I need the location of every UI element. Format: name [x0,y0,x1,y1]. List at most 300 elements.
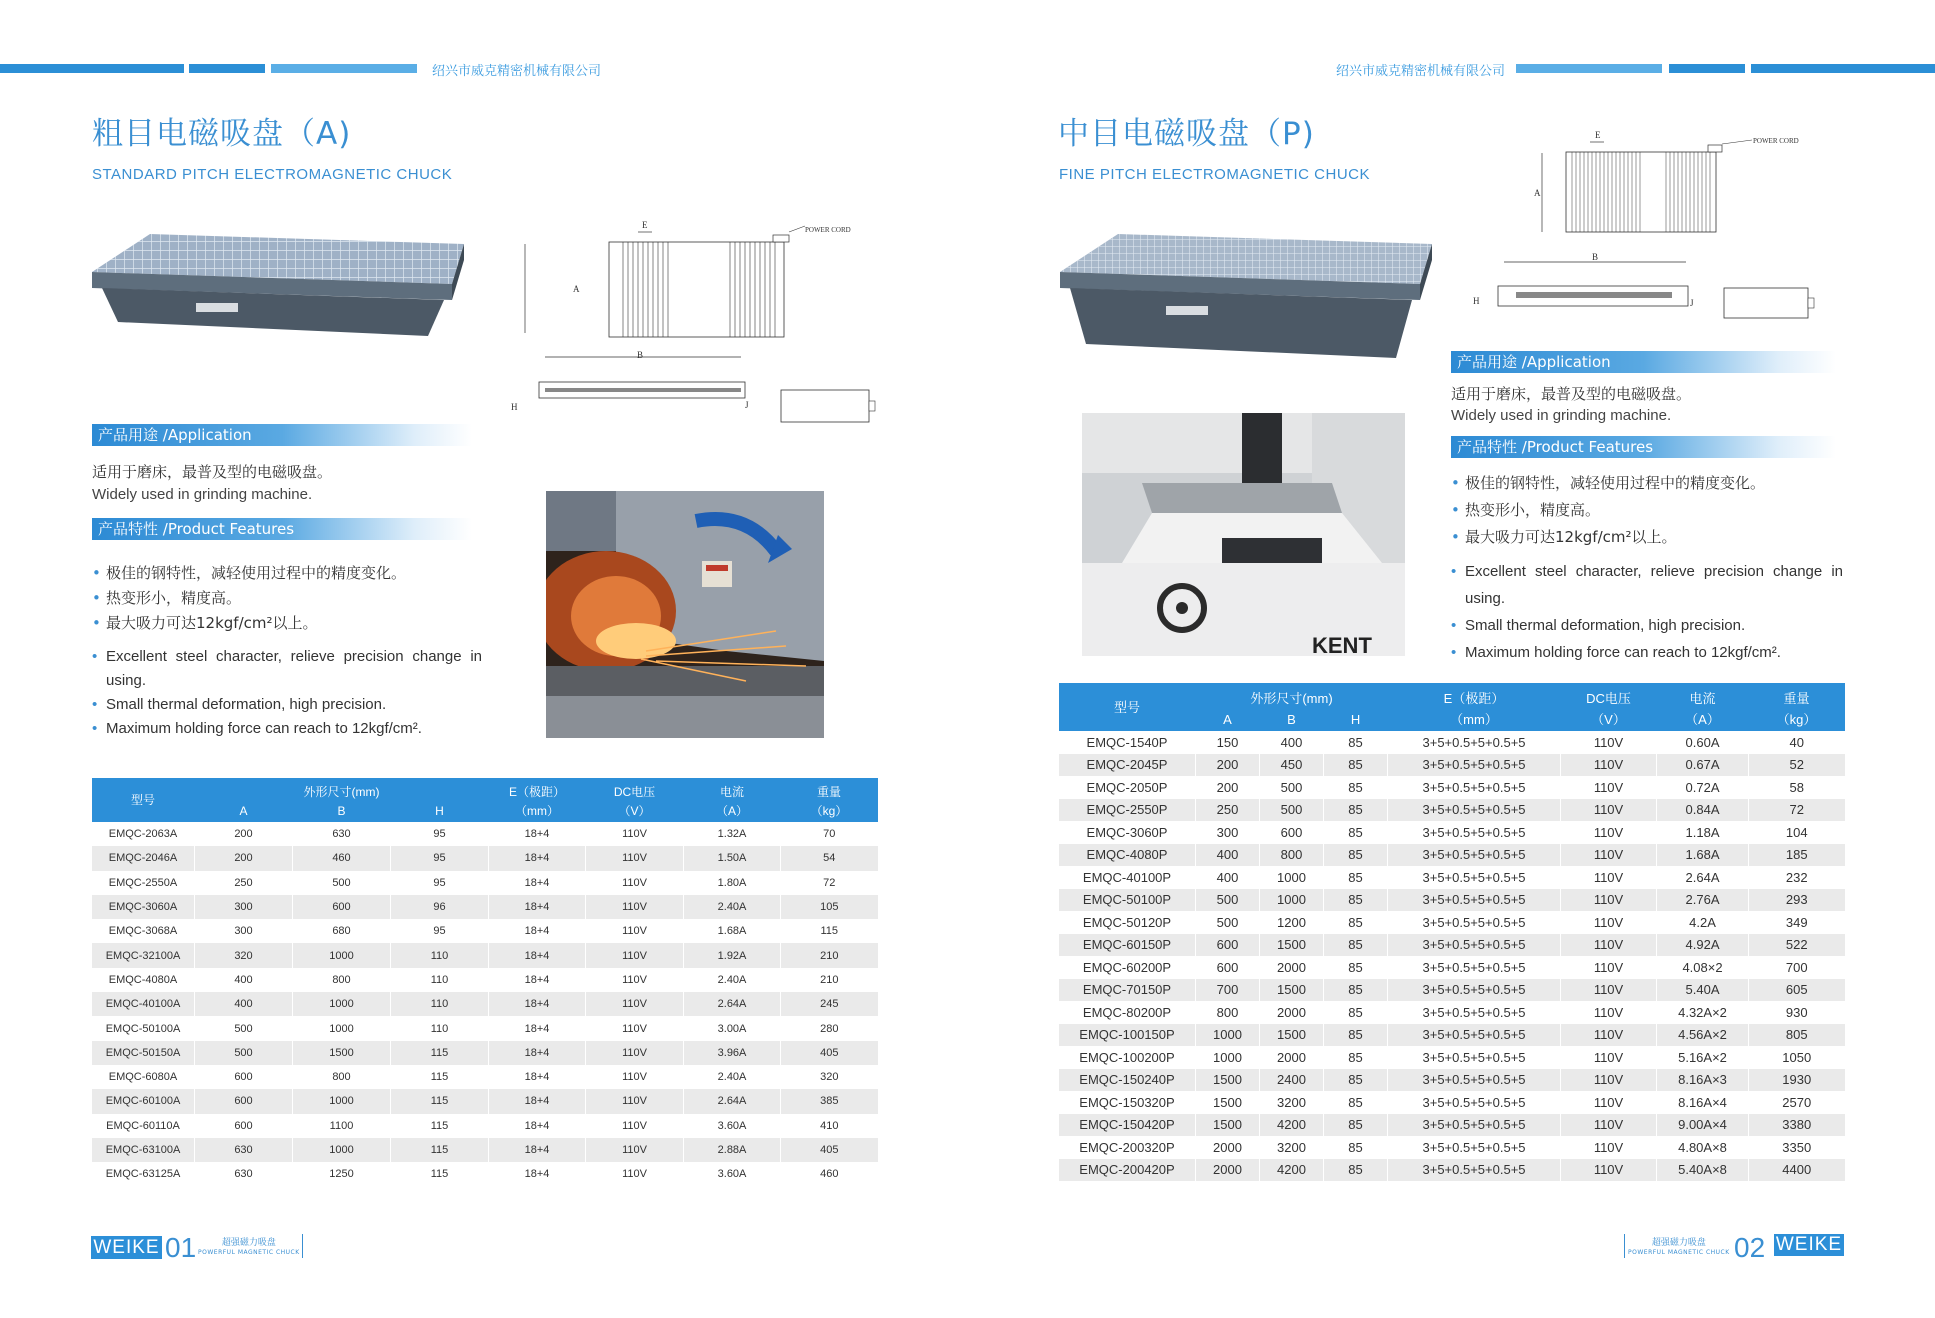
table-cell: 245 [781,992,878,1016]
table-cell: 320 [781,1065,878,1089]
table-cell: 96 [391,895,489,919]
table-cell: 1000 [293,1089,391,1113]
table-cell: 110V [1561,1046,1657,1069]
feature-cn-right-1: • 极佳的钢特性，减轻使用过程中的精度变化。 [1451,470,1765,497]
table-cell: 3+5+0.5+5+0.5+5 [1388,799,1561,822]
table-cell: 0.72A [1657,776,1749,799]
table-cell: 18+4 [489,992,586,1016]
table-cell: 115 [391,1089,489,1113]
top-bar-left-3 [271,64,417,73]
features-en-left [92,645,482,741]
table-cell: 400 [195,992,293,1016]
footer-tag-right [1628,1238,1730,1256]
col-dc-right: DC电压 [1561,683,1657,707]
table-cell: 1000 [293,992,391,1016]
table-cell: 95 [391,919,489,943]
table-cell: 110 [391,992,489,1016]
table-cell: 85 [1324,934,1388,957]
table-cell: 410 [781,1114,878,1138]
grinding-photo [546,491,824,738]
table-cell: 210 [781,968,878,992]
table-row [92,1162,878,1186]
table-cell: 85 [1324,799,1388,822]
table-cell: 85 [1324,1136,1388,1159]
technical-drawing-right [1468,126,1858,332]
table-cell: 500 [1196,889,1260,912]
table-cell: 1050 [1749,1046,1845,1069]
table-cell: 3.00A [684,1016,781,1040]
table-cell: EMQC-40100A [92,992,195,1016]
table-cell: 110V [1561,934,1657,957]
table-cell: 110V [586,992,684,1016]
col-current-left: 电流 [684,778,781,800]
table-cell: 600 [195,1089,293,1113]
table-cell: 18+4 [489,1089,586,1113]
table-row [92,992,878,1016]
table-cell: 110V [1561,889,1657,912]
spec-table-left [91,778,878,1186]
table-cell: EMQC-50100A [92,1016,195,1040]
feature-cn-left-1: • 极佳的钢特性，减轻使用过程中的精度变化。 [92,561,406,586]
table-cell: 1500 [1260,979,1324,1002]
table-cell: 110V [1561,776,1657,799]
svg-text:H: H [1473,296,1480,306]
chuck-product-image-right [1056,232,1436,362]
table-cell: EMQC-60110A [92,1114,195,1138]
feature-cn-right-2: • 热变形小，精度高。 [1451,497,1765,524]
table-row [1059,1136,1845,1159]
table-cell: 85 [1324,1159,1388,1182]
table-cell: 18+4 [489,968,586,992]
table-cell: 2.88A [684,1138,781,1162]
col-b-right: B [1260,707,1324,731]
table-row [92,919,878,943]
table-cell: 1000 [293,943,391,967]
table-cell: 110V [1561,821,1657,844]
table-cell: 18+4 [489,919,586,943]
table-cell: 8.16A×3 [1657,1069,1749,1092]
table-cell: 18+4 [489,943,586,967]
table-cell: EMQC-3068A [92,919,195,943]
table-cell: 85 [1324,776,1388,799]
table-cell: 85 [1324,956,1388,979]
table-cell: 110V [586,1016,684,1040]
table-row [92,1089,878,1113]
table-cell: 3350 [1749,1136,1845,1159]
application-cn-right: 适用于磨床，最普及型的电磁吸盘。 [1451,385,1692,403]
table-cell: 4200 [1260,1159,1324,1182]
table-cell: 1500 [1260,934,1324,957]
table-cell: 400 [1196,844,1260,867]
table-cell: 4.32A×2 [1657,1001,1749,1024]
table-cell: 200 [1196,754,1260,777]
table-row [1059,1114,1845,1137]
table-cell: 8.16A×4 [1657,1091,1749,1114]
table-cell: 500 [195,1016,293,1040]
table-row [1059,889,1845,912]
table-cell: 110V [586,943,684,967]
table-cell: 1200 [1260,911,1324,934]
table-cell: 3.60A [684,1114,781,1138]
table-row [92,968,878,992]
table-cell: 4400 [1749,1159,1845,1182]
table-cell: 1.50A [684,846,781,870]
table-cell: 2000 [1196,1136,1260,1159]
table-cell: 18+4 [489,1041,586,1065]
table-cell: EMQC-50100P [1059,889,1196,912]
table-cell: 3+5+0.5+5+0.5+5 [1388,1136,1561,1159]
table-cell: 110V [1561,1136,1657,1159]
feature-cn-right-3: • 最大吸力可达12kgf/cm²以上。 [1451,524,1765,551]
table-cell: 800 [293,1065,391,1089]
table-row [92,871,878,895]
table-cell: 110 [391,943,489,967]
table-cell: 1500 [1196,1091,1260,1114]
table-cell: 1000 [293,1016,391,1040]
footer-tag-en-left: POWERFUL MAGNETIC CHUCK [198,1248,300,1256]
table-cell: 110V [1561,1114,1657,1137]
table-cell: EMQC-100200P [1059,1046,1196,1069]
table-cell: 110V [1561,799,1657,822]
table-cell: 630 [195,1162,293,1186]
table-cell: 115 [391,1065,489,1089]
col-weight-unit-left: （kg） [781,800,878,822]
table-cell: 5.40A [1657,979,1749,1002]
application-cn-left: 适用于磨床，最普及型的电磁吸盘。 [92,463,333,481]
table-cell: 40 [1749,731,1845,754]
table-cell: 2000 [1260,1001,1324,1024]
table-cell: 600 [195,1065,293,1089]
table-cell: 1100 [293,1114,391,1138]
col-dc-unit-right: （V） [1561,707,1657,731]
table-cell: 250 [195,871,293,895]
col-model-right: 型号 [1059,683,1196,731]
table-cell: 110V [586,1065,684,1089]
table-cell: 800 [1260,844,1324,867]
table-cell: 400 [1260,731,1324,754]
table-cell: 405 [781,1041,878,1065]
table-cell: 1.68A [684,919,781,943]
table-cell: 110V [1561,1024,1657,1047]
table-cell: 85 [1324,1001,1388,1024]
table-cell: 2000 [1260,1046,1324,1069]
top-bar-right-2 [1669,64,1745,73]
svg-text:E: E [642,220,648,230]
table-cell: 2570 [1749,1091,1845,1114]
table-cell: 1.18A [1657,821,1749,844]
feature-en-left-3: • Maximum holding force can reach to 12kgf/cm². [92,717,482,741]
top-bar-left-2 [189,64,265,73]
footer-divider-left [302,1234,303,1258]
table-cell: 200 [195,846,293,870]
svg-text:B: B [637,350,644,360]
table-cell: 3+5+0.5+5+0.5+5 [1388,979,1561,1002]
table-cell: 500 [293,871,391,895]
table-row [92,1138,878,1162]
feature-en-left-1: • Excellent steel character, relieve precision change in using. [92,645,482,693]
feature-cn-left-3: • 最大吸力可达12kgf/cm²以上。 [92,611,406,636]
col-e-unit-left: （mm） [489,800,586,822]
footer-brand-left: WEIKE [91,1236,162,1259]
table-cell: EMQC-200420P [1059,1159,1196,1182]
table-cell: EMQC-2050P [1059,776,1196,799]
table-cell: 293 [1749,889,1845,912]
table-cell: 5.16A×2 [1657,1046,1749,1069]
table-cell: 1000 [293,1138,391,1162]
table-cell: 280 [781,1016,878,1040]
table-cell: 600 [1196,956,1260,979]
table-cell: EMQC-50120P [1059,911,1196,934]
table-cell: 800 [1196,1001,1260,1024]
table-cell: 85 [1324,1046,1388,1069]
table-cell: EMQC-2550A [92,871,195,895]
table-cell: 405 [781,1138,878,1162]
svg-text:E: E [1595,130,1601,140]
table-cell: 18+4 [489,822,586,846]
table-cell: 1930 [1749,1069,1845,1092]
table-row [1059,866,1845,889]
table-cell: 1000 [1260,866,1324,889]
table-cell: 3+5+0.5+5+0.5+5 [1388,956,1561,979]
table-cell: 3+5+0.5+5+0.5+5 [1388,1046,1561,1069]
table-cell: 85 [1324,821,1388,844]
features-en-right [1451,558,1843,666]
table-row [1059,934,1845,957]
table-cell: 110 [391,1016,489,1040]
col-weight-unit-right: （kg） [1749,707,1845,731]
col-weight-left: 重量 [781,778,878,800]
table-cell: 3+5+0.5+5+0.5+5 [1388,1001,1561,1024]
svg-text:B: B [1592,252,1599,262]
table-cell: 400 [1196,866,1260,889]
table-cell: 1250 [293,1162,391,1186]
table-cell: 3+5+0.5+5+0.5+5 [1388,776,1561,799]
table-row [1059,799,1845,822]
table-cell: 4.08×2 [1657,956,1749,979]
table-cell: 150 [1196,731,1260,754]
table-cell: 110V [1561,731,1657,754]
table-cell: 3+5+0.5+5+0.5+5 [1388,821,1561,844]
col-weight-right: 重量 [1749,683,1845,707]
table-cell: EMQC-2063A [92,822,195,846]
table-cell: EMQC-4080A [92,968,195,992]
svg-text:A: A [1534,188,1541,198]
table-cell: 2000 [1196,1159,1260,1182]
table-row [92,1114,878,1138]
table-cell: 1000 [1260,889,1324,912]
col-h-right: H [1324,707,1388,731]
table-cell: EMQC-150240P [1059,1069,1196,1092]
table-cell: 110V [586,968,684,992]
table-cell: 110V [586,895,684,919]
footer-brand-right: WEIKE [1775,1234,1843,1255]
table-cell: 1500 [1196,1069,1260,1092]
table-cell: 115 [781,919,878,943]
table-cell: 522 [1749,934,1845,957]
table-cell: 18+4 [489,1065,586,1089]
table-cell: 2.40A [684,1065,781,1089]
table-cell: 70 [781,822,878,846]
col-e-left: E（极距） [489,778,586,800]
table-cell: 85 [1324,1114,1388,1137]
table-cell: 115 [391,1114,489,1138]
table-cell: EMQC-2046A [92,846,195,870]
table-cell: 72 [781,871,878,895]
table-cell: 0.60A [1657,731,1749,754]
table-cell: 600 [1196,934,1260,957]
table-cell: 110V [1561,844,1657,867]
table-cell: 5.40A×8 [1657,1159,1749,1182]
table-cell: 110V [586,1162,684,1186]
table-cell: 110V [586,1041,684,1065]
table-cell: 110V [1561,1159,1657,1182]
table-cell: 1.80A [684,871,781,895]
table-cell: EMQC-6080A [92,1065,195,1089]
table-cell: EMQC-60200P [1059,956,1196,979]
table-cell: 110 [391,968,489,992]
table-cell: 85 [1324,731,1388,754]
table-cell: 600 [293,895,391,919]
table-cell: 460 [293,846,391,870]
table-cell: EMQC-63125A [92,1162,195,1186]
table-cell: 500 [1196,911,1260,934]
footer-tag-en-right: POWERFUL MAGNETIC CHUCK [1628,1248,1730,1256]
table-cell: 700 [1749,956,1845,979]
spec-table-left-body [92,822,878,1186]
svg-text:J: J [745,400,749,410]
table-cell: 1500 [293,1041,391,1065]
table-cell: 2.40A [684,968,781,992]
table-cell: 85 [1324,979,1388,1002]
table-cell: EMQC-200320P [1059,1136,1196,1159]
table-cell: 72 [1749,799,1845,822]
table-cell: EMQC-63100A [92,1138,195,1162]
application-en-right: Widely used in grinding machine. [1451,407,1672,424]
col-a-right: A [1196,707,1260,731]
table-row [1059,911,1845,934]
feature-en-left-2: • Small thermal deformation, high precision. [92,693,482,717]
table-cell: 320 [195,943,293,967]
table-cell: 805 [1749,1024,1845,1047]
table-cell: 3.96A [684,1041,781,1065]
table-cell: 210 [781,943,878,967]
svg-text:POWER CORD: POWER CORD [1753,137,1799,145]
table-cell: 4.92A [1657,934,1749,957]
top-bar-right-1 [1516,64,1662,73]
top-bar-left-1 [0,64,184,73]
table-cell: 1.68A [1657,844,1749,867]
table-cell: 600 [1260,821,1324,844]
table-cell: 500 [1260,799,1324,822]
table-cell: 3+5+0.5+5+0.5+5 [1388,731,1561,754]
table-cell: EMQC-60150P [1059,934,1196,957]
table-cell: 3+5+0.5+5+0.5+5 [1388,866,1561,889]
table-row [1059,979,1845,1002]
table-cell: EMQC-3060P [1059,821,1196,844]
machine-photo-label: KENT [1312,633,1372,656]
table-cell: 2.64A [1657,866,1749,889]
table-cell: 110V [586,1089,684,1113]
feature-en-right-3: • Maximum holding force can reach to 12kgf/cm². [1451,639,1843,666]
table-row [92,1016,878,1040]
table-row [1059,1046,1845,1069]
col-dc-unit-left: （V） [586,800,684,822]
table-cell: EMQC-32100A [92,943,195,967]
table-cell: 1500 [1196,1114,1260,1137]
table-cell: 85 [1324,844,1388,867]
table-cell: 3380 [1749,1114,1845,1137]
table-cell: 600 [195,1114,293,1138]
table-cell: EMQC-3060A [92,895,195,919]
table-cell: 2.64A [684,992,781,1016]
table-cell: 95 [391,822,489,846]
features-heading-right: 产品特性 /Product Features [1451,436,1836,458]
table-cell: 115 [391,1162,489,1186]
feature-en-right-1: • Excellent steel character, relieve precision change in using. [1451,558,1843,612]
table-cell: 232 [1749,866,1845,889]
svg-text:H: H [511,402,518,412]
table-cell: 680 [293,919,391,943]
table-cell: 3+5+0.5+5+0.5+5 [1388,844,1561,867]
table-cell: 58 [1749,776,1845,799]
feature-en-right-2: • Small thermal deformation, high precision. [1451,612,1843,639]
table-cell: 3200 [1260,1136,1324,1159]
application-heading-right: 产品用途 /Application [1451,351,1836,373]
table-cell: 460 [781,1162,878,1186]
col-current-unit-right: （A） [1657,707,1749,731]
application-en-left: Widely used in grinding machine. [92,486,313,503]
footer-tag-cn-left: 超强磁力吸盘 [221,1238,276,1248]
table-cell: 1000 [1196,1024,1260,1047]
table-cell: 18+4 [489,1162,586,1186]
table-cell: 54 [781,846,878,870]
table-cell: 110V [586,1114,684,1138]
table-cell: 4.2A [1657,911,1749,934]
col-b-left: B [293,800,391,822]
footer-tag-left [198,1238,300,1256]
table-row [92,1041,878,1065]
table-cell: 4200 [1260,1114,1324,1137]
table-cell: 110V [1561,754,1657,777]
table-cell: 85 [1324,889,1388,912]
table-cell: 2.40A [684,895,781,919]
table-row [1059,956,1845,979]
table-cell: 4.56A×2 [1657,1024,1749,1047]
table-cell: 110V [1561,979,1657,1002]
table-cell: 605 [1749,979,1845,1002]
page-title-left: 粗目电磁吸盘（A) [92,116,352,152]
table-cell: 9.00A×4 [1657,1114,1749,1137]
table-cell: 85 [1324,911,1388,934]
feature-cn-left-2: • 热变形小，精度高。 [92,586,406,611]
technical-drawing-left [505,218,885,430]
table-cell: 630 [293,822,391,846]
table-cell: 18+4 [489,1114,586,1138]
company-name-right: 绍兴市威克精密机械有限公司 [1336,64,1506,79]
table-cell: 3+5+0.5+5+0.5+5 [1388,1024,1561,1047]
table-cell: 95 [391,846,489,870]
table-row [1059,754,1845,777]
table-cell: 2400 [1260,1069,1324,1092]
table-cell: 2.76A [1657,889,1749,912]
table-cell: 700 [1196,979,1260,1002]
table-cell: EMQC-40100P [1059,866,1196,889]
table-row [1059,1024,1845,1047]
chuck-product-image-left [88,232,468,362]
col-e-right: E（极距） [1388,683,1561,707]
table-cell: 18+4 [489,1016,586,1040]
table-row [1059,1159,1845,1182]
